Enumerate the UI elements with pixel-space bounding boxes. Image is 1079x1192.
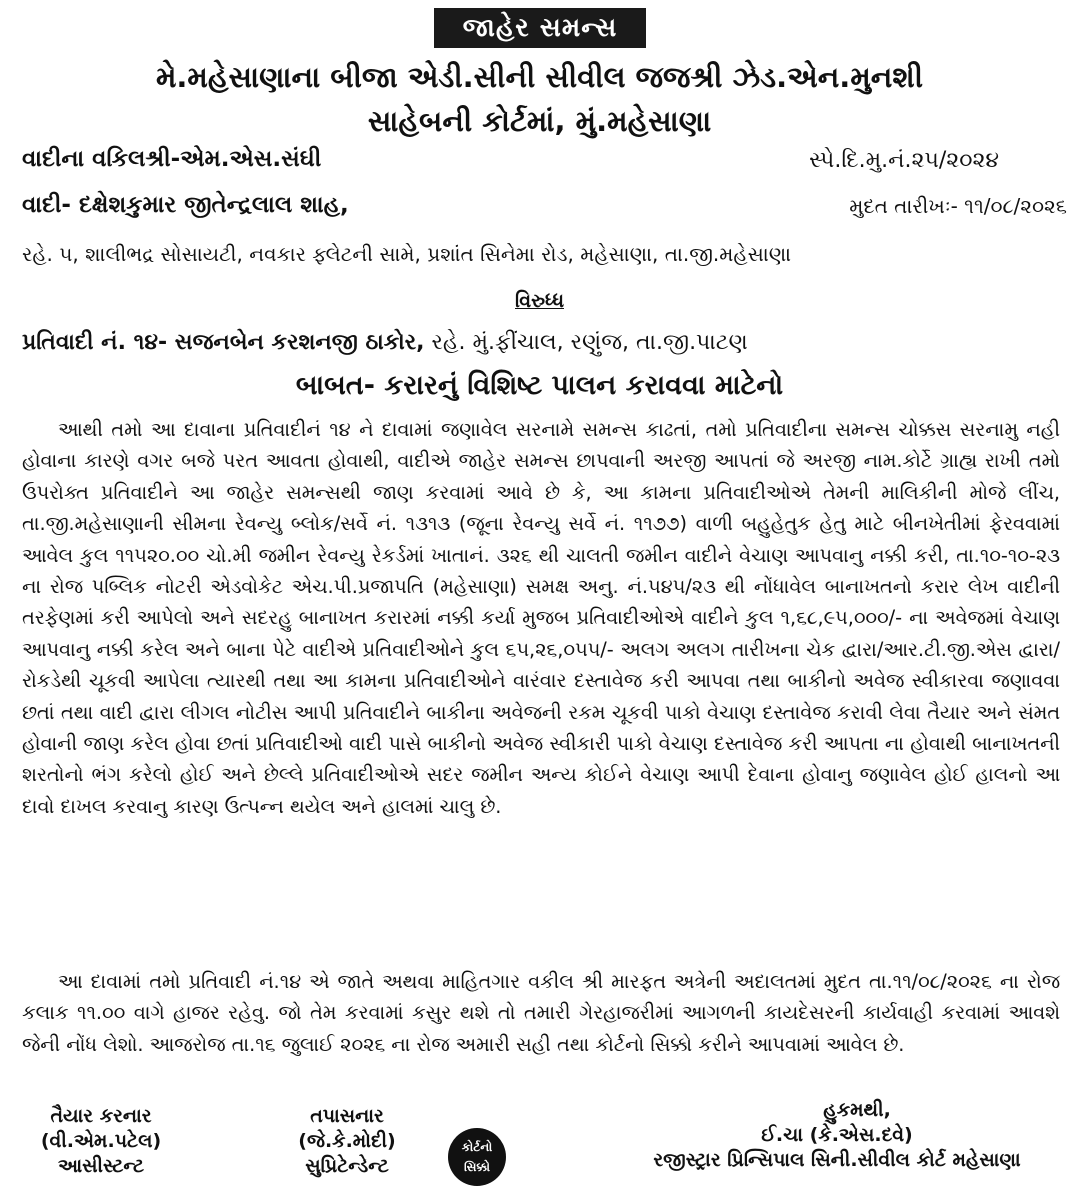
ordered-by-title: રજીસ્ટ્રાર પ્રિન્સિપાલ સિની.સીવીલ કોર્ટ મહેસાણા [653, 1149, 1021, 1171]
notice-title: જાહેર સમન્સ [434, 8, 646, 48]
ordered-by-role: હુકમથી, [823, 1099, 891, 1121]
plaintiff-name: વાદી- દક્ષેશકુમાર જીતેન્દ્રલાલ શાહ, [22, 192, 349, 218]
checked-by-name: (જે.કે.મોદી) [298, 1130, 396, 1152]
ordered-by-name: ઈ.ચા (કે.એસ.દવે) [761, 1124, 913, 1146]
defendant-name: પ્રતિવાદી નં. ૧૪- સજનબેન કરશનજી ઠાકોર, [22, 330, 425, 355]
checked-by-role: તપાસનાર [310, 1105, 384, 1127]
court-seal [448, 1128, 506, 1186]
versus-label: વિરુધ્ધ [515, 290, 564, 312]
checked-by-title: સુપ્રિટેન્ડેન્ટ [305, 1155, 389, 1177]
body-paragraph-2: આ દાવામાં તમો પ્રતિવાદી નં.૧૪ એ જાતે અથવા માહિતગાર વકીલ શ્રી મારફત અત્રેની અદાલતમાં મુદત તા.૧૧/૦૮/૨૦૨૬ ના રોજ કલાક ૧૧.૦૦ વાગે હાજર રહેવુ. જો તેમ કરવામાં કસુર થશે તો તમારી ગેરહાજરીમાં આગળની કાયદેસરની કાર્યવાહી કરવામાં આવશે જેની નોંધ લેશો. આજરોજ તા.૧૬ જુલાઈ ૨૦૨૬ ના રોજ અમારી સહી તથા કોર્ટનો સિક્કો કરીને આપવામાં આવેલ છે. [22, 970, 1060, 1056]
court-seal-line-1: કોર્ટનો [461, 1140, 493, 1154]
court-name-line-2: સાહેબની કોર્ટમાં, મું.મહેસાણા [367, 104, 712, 138]
court-name-line-1: મે.મહેસાણાના બીજા એડી.સીની સીવીલ જજશ્રી ઝેડ.એન.મુનશી [155, 60, 924, 94]
court-seal-line-2: સિક્કો [463, 1160, 490, 1174]
plaintiff-address: રહે. ૫, શાલીભદ્ર સોસાયટી, નવકાર ફ્લેટની સામે, પ્રશાંત સિનેમા રોડ, મહેસાણા, તા.જી.મહેસાણા [22, 242, 792, 266]
prepared-by-role: તૈયાર કરનાર [50, 1105, 152, 1127]
prepared-by-name: (વી.એમ.પટેલ) [40, 1130, 162, 1152]
subject-line: બાબત- કરારનું વિશિષ્ટ પાલન કરાવવા માટેનો [295, 370, 784, 401]
plaintiff-advocate: વાદીના વકિલશ્રી-એમ.એસ.સંઘી [22, 146, 322, 172]
case-number: સ્પે.દિ.મુ.નં.૨૫/૨૦૨૪ [809, 148, 999, 173]
checked-by-signature [272, 1104, 422, 1179]
ordered-by-signature [612, 1098, 1062, 1173]
prepared-by-title: આસીસ્ટન્ટ [57, 1155, 145, 1177]
hearing-date: મુદત તારીખઃ- ૧૧/૦૮/૨૦૨૬ [849, 194, 1067, 218]
prepared-by-signature [26, 1104, 176, 1179]
defendant-address: રહે. મું.ફીંચાલ, રણુંજ, તા.જી.પાટણ [424, 330, 748, 355]
body-paragraph-1: આથી તમો આ દાવાના પ્રતિવાદીનં ૧૪ ને દાવામાં જણાવેલ સરનામે સમન્સ કાઢતાં, તમો પ્રતિવાદીના સમન્સ ચોક્કસ સરનામુ નહી હોવાના કારણે વગર બજે પરત આવતા હોવાથી, વાદીએ જાહેર સમન્સ છાપવાની અરજી આપતાં જે અરજી નામ.કોર્ટે ગ્રાહ્ય રાખી તમો ઉપરોક્ત પ્રતિવાદીને આ જાહેર સમન્સથી જાણ કરવામાં આવે છે કે, આ કામના પ્રતિવાદીઓએ તેમની માલિકીની મોજે લીંચ, તા.જી.મહેસાણાની સીમના રેવન્યુ બ્લોક/સર્વે નં. ૧૩૧૩ (જૂના રેવન્યુ સર્વે નં. ૧૧૭૭) વાળી બહુહેતુક હેતુ માટે બીનખેતીમાં ફેરવવામાં આવેલ કુલ ૧૧૫૨૦.૦૦ ચો.મી જમીન રેવન્યુ રેકર્ડમાં ખાતાનં. ૩૨૬ થી ચાલતી જમીન વાદીને વેચાણ આપવાનુ નક્કી કરી, તા.૧૦-૧૦-૨૩ ના રોજ પબ્લિક નોટરી એડવોકેટ એચ.પી.પ્રજાપતિ (મહેસાણા) સમક્ષ અનુ. નં.૫૪૫/૨૩ થી નોંધાવેલ બાનાખતનો કરાર લેખ વાદીની તરફેણમાં કરી આપેલો અને સદરહુ બાનાખત કરારમાં નક્કી કર્યા મુજબ પ્રતિવાદીઓએ વાદીને કુલ ૧,૬૮,૯૫,૦૦૦/- ના અવેજમાં વેચાણ આપવાનુ નક્કી કરેલ અને બાના પેટે વાદીએ પ્રતિવાદીઓને કુલ ૬૫,૨૬,૦૫૫/- અલગ અલગ તારીખના ચેક દ્વારા/આર.ટી.જી.એસ દ્વારા/રોકડેથી ચૂકવી આપેલા ત્યારથી તથા આ કામના પ્રતિવાદીઓને વારંવાર દસ્તાવેજ કરી આપવા તથા બાકીનો અવેજ સ્વીકારવા જણાવવા છતાં તથા વાદી દ્વારા લીગલ નોટીસ આપી પ્રતિવાદીને બાકીના અવેજની રકમ ચૂકવી પાકો વેચાણ દસ્તાવેજ કરાવી લેવા તૈયાર અને સંમત હોવાની જાણ કરેલ હોવા છતાં પ્રતિવાદીઓ વાદી પાસે બાકીનો અવેજ સ્વીકારી પાકો વેચાણ દસ્તાવેજ કરી આપતા ના હોવાથી બાનાખતની શરતોનો ભંગ કરેલો હોઈ અને છેલ્લે પ્રતિવાદીઓએ સદર જમીન અન્ય કોઈને વેચાણ આપી દેવાના હોવાનુ જણાવેલ હોઈ હાલનો આ દાવો દાખલ કરવાનુ કારણ ઉત્પન્ન થયેલ અને હાલમાં ચાલુ છે. [22, 418, 1060, 818]
defendant-line [22, 330, 748, 355]
